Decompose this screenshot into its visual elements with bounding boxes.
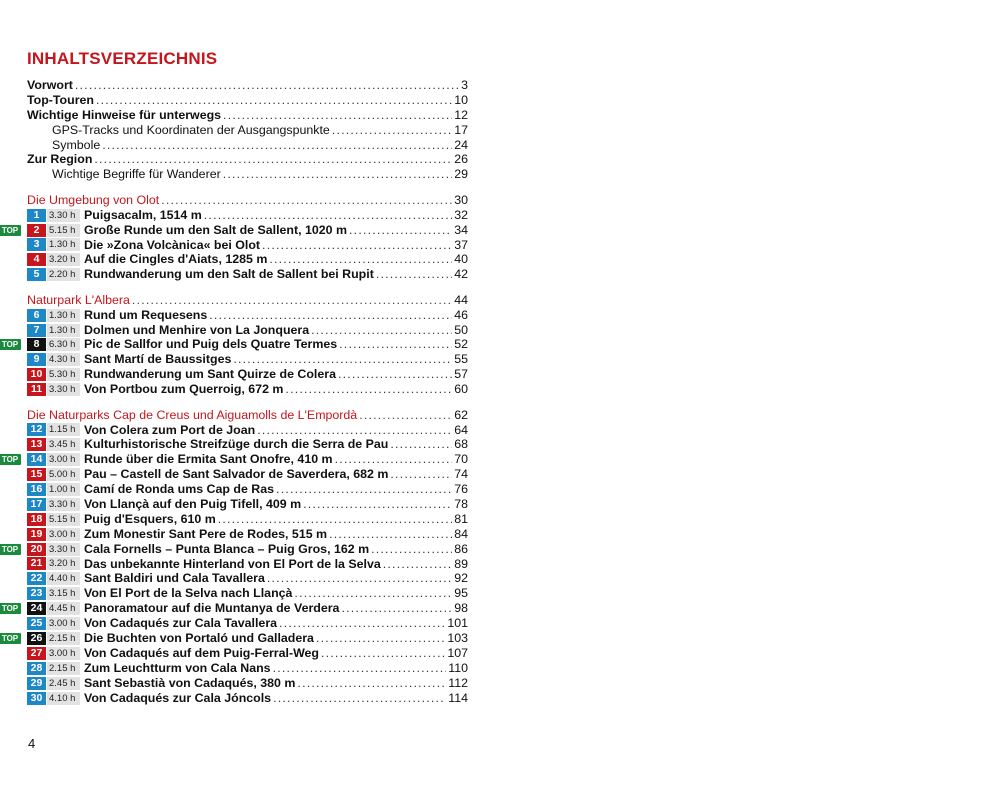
section-page: 44	[454, 292, 468, 307]
tour-page: 95	[454, 586, 468, 601]
toc-entry-page: 12	[454, 107, 468, 122]
tour-entry[interactable]	[1, 541, 468, 557]
tour-entry[interactable]	[27, 267, 468, 282]
tour-duration: 3.30 h	[47, 543, 80, 556]
tour-title: Pic de Sallfor und Puig dels Quatre Termes	[84, 337, 338, 352]
leader-dots	[338, 367, 452, 382]
tour-number: 25	[27, 617, 46, 630]
tour-entry[interactable]	[1, 452, 468, 467]
tour-duration: 2.45 h	[47, 677, 80, 690]
tour-duration: 3.00 h	[47, 617, 80, 630]
page-title: INHALTSVERZEICHNIS	[27, 49, 218, 68]
tour-page: 57	[454, 367, 468, 382]
tour-entry[interactable]	[27, 497, 468, 512]
leader-dots	[311, 323, 452, 338]
leader-dots	[267, 571, 452, 586]
tour-title: Puigsacalm, 1514 m	[84, 207, 202, 222]
tour-title: Von Portbou zum Querroig, 672 m	[84, 382, 284, 397]
tour-page: 37	[454, 237, 468, 252]
tour-title: Pau – Castell de Sant Salvador de Saverdera, 682 m	[84, 467, 389, 482]
tour-number: 15	[27, 468, 46, 481]
tour-number: 5	[27, 268, 46, 281]
tour-entry[interactable]	[27, 616, 468, 631]
tour-duration: 3.00 h	[47, 453, 80, 466]
left-sections	[1, 182, 468, 705]
tour-page: 101	[447, 616, 468, 631]
section-title: Die Umgebung von Olot	[27, 192, 160, 207]
leader-dots	[335, 452, 453, 467]
tour-duration: 3.00 h	[47, 647, 80, 660]
toc-entry-label: Zur Region	[27, 152, 93, 167]
toc-entry-page: 24	[454, 137, 468, 152]
tour-page: 40	[454, 252, 468, 267]
tour-duration: 3.30 h	[47, 498, 80, 511]
tour-title: Von Colera zum Port de Joan	[84, 422, 256, 437]
leader-dots	[161, 193, 452, 208]
tour-page: 55	[454, 352, 468, 367]
tour-page: 84	[454, 526, 468, 541]
tour-duration: 2.15 h	[47, 632, 80, 645]
tour-duration: 3.45 h	[47, 438, 80, 451]
section-title: Naturpark L'Albera	[27, 292, 130, 307]
tour-entry[interactable]	[27, 423, 468, 438]
tour-entry[interactable]	[27, 571, 468, 586]
tour-duration: 5.00 h	[47, 468, 80, 481]
tour-page: 107	[447, 645, 468, 660]
tour-title: Zum Leuchtturm von Cala Nans	[84, 660, 271, 675]
top-badge: TOP	[0, 603, 21, 614]
tour-page: 32	[454, 207, 468, 222]
leader-dots	[132, 293, 452, 308]
leader-dots	[349, 223, 452, 238]
tour-number: 26	[27, 632, 46, 645]
tour-number: 14	[27, 453, 46, 466]
tour-duration: 6.30 h	[47, 338, 80, 351]
tour-duration: 4.40 h	[47, 572, 80, 585]
toc-entry[interactable]	[27, 108, 468, 123]
tour-title: Das unbekannte Hinterland von El Port de la Selva	[84, 556, 381, 571]
right-page	[500, 0, 1000, 800]
leader-dots	[316, 631, 445, 646]
tour-number: 16	[27, 483, 46, 496]
leader-dots	[332, 123, 452, 138]
tour-duration: 5.30 h	[47, 368, 80, 381]
leader-dots	[279, 616, 445, 631]
tour-number: 12	[27, 423, 46, 436]
tour-entry[interactable]	[27, 382, 468, 397]
leader-dots	[276, 482, 452, 497]
leader-dots	[269, 252, 452, 267]
tour-entry[interactable]	[27, 352, 468, 367]
tour-entry[interactable]	[27, 323, 468, 338]
toc-entry-label: Wichtige Begriffe für Wanderer	[52, 167, 221, 182]
section-gap	[27, 282, 468, 293]
tour-duration: 3.20 h	[47, 253, 80, 266]
tour-duration: 1.15 h	[47, 423, 80, 436]
tour-page: 68	[454, 437, 468, 452]
leader-dots	[294, 586, 452, 601]
tour-title: Sant Baldiri und Cala Tavallera	[84, 571, 265, 586]
tour-entry[interactable]	[27, 467, 468, 482]
tour-entry[interactable]	[1, 337, 468, 352]
leader-dots	[204, 208, 452, 223]
tour-entry[interactable]	[27, 646, 468, 661]
top-badge: TOP	[0, 339, 21, 350]
tour-entry[interactable]	[27, 367, 468, 382]
leader-dots	[257, 423, 452, 438]
tour-number: 13	[27, 438, 46, 451]
tour-title: Von Cadaqués zur Cala Jóncols	[84, 690, 272, 705]
tour-entry[interactable]	[27, 482, 468, 497]
tour-number: 22	[27, 572, 46, 585]
tour-page: 46	[454, 307, 468, 322]
tour-page: 50	[454, 322, 468, 337]
tour-number: 3	[27, 238, 46, 251]
tour-title: Rundwanderung um Sant Quirze de Colera	[84, 367, 336, 382]
tour-entry[interactable]	[27, 661, 468, 676]
section-page: 62	[454, 407, 468, 422]
tour-title: Panoramatour auf die Muntanya de Verdera	[84, 601, 340, 616]
toc-entry-page: 29	[454, 167, 468, 182]
toc-entry[interactable]	[27, 78, 468, 93]
section-heading[interactable]	[27, 193, 468, 208]
tour-title: Große Runde um den Salt de Sallent, 1020 m	[84, 222, 348, 237]
tour-page: 34	[454, 222, 468, 237]
tour-number: 19	[27, 528, 46, 541]
tour-entry[interactable]	[27, 208, 468, 223]
tour-duration: 5.15 h	[47, 513, 80, 526]
leader-dots	[297, 676, 446, 691]
tour-number: 11	[27, 383, 46, 396]
tour-title: Puig d'Esquers, 610 m	[84, 511, 216, 526]
toc-entry[interactable]	[27, 138, 468, 153]
leader-dots	[329, 527, 452, 542]
tour-title: Von Llançà auf den Puig Tifell, 409 m	[84, 496, 302, 511]
tour-title: Rund um Requesens	[84, 307, 208, 322]
tour-duration: 4.10 h	[47, 692, 80, 705]
toc-entry[interactable]	[27, 167, 468, 182]
tour-page: 110	[448, 660, 468, 675]
tour-number: 10	[27, 368, 46, 381]
leader-dots	[75, 78, 459, 93]
tour-entry[interactable]	[27, 527, 468, 542]
tour-page: 78	[454, 496, 468, 511]
top-badge: TOP	[0, 544, 21, 555]
tour-page: 98	[454, 601, 468, 616]
tour-entry[interactable]	[27, 586, 468, 601]
tour-number: 29	[27, 677, 46, 690]
tour-page: 89	[454, 556, 468, 571]
tour-title: Runde über die Ermita Sant Onofre, 410 m	[84, 452, 333, 467]
top-badge: TOP	[0, 454, 21, 465]
leader-dots	[390, 437, 452, 452]
tour-title: Von El Port de la Selva nach Llançà	[84, 586, 293, 601]
leader-dots	[233, 352, 452, 367]
tour-duration: 1.30 h	[47, 309, 80, 322]
tour-title: Die Buchten von Portaló und Galladera	[84, 631, 314, 645]
tour-page: 70	[454, 452, 468, 467]
leader-dots	[371, 542, 452, 557]
tour-duration: 2.20 h	[47, 268, 80, 281]
tour-number: 18	[27, 513, 46, 526]
leader-dots	[285, 382, 452, 397]
tour-title: Die »Zona Volcànica« bei Olot	[84, 237, 261, 252]
tour-number: 24	[27, 602, 46, 615]
toc-entry-page: 10	[454, 92, 468, 107]
tour-title: Zum Monestir Sant Pere de Rodes, 515 m	[84, 526, 328, 541]
tour-title: Camí de Ronda ums Cap de Ras	[84, 482, 275, 497]
tour-page: 60	[454, 382, 468, 397]
tour-entry[interactable]	[1, 631, 468, 646]
tour-duration: 5.15 h	[47, 224, 80, 237]
tour-page: 86	[454, 541, 468, 556]
tour-entry[interactable]	[27, 512, 468, 527]
front-matter-list	[27, 78, 468, 182]
tour-title: Sant Martí de Baussitges	[84, 352, 232, 367]
toc-entry-page: 26	[454, 152, 468, 167]
leader-dots	[383, 557, 452, 572]
tour-duration: 4.45 h	[47, 602, 80, 615]
leader-dots	[209, 308, 452, 323]
tour-title: Rundwanderung um den Salt de Sallent bei Rupit	[84, 267, 374, 282]
leader-dots	[321, 646, 445, 661]
tour-number: 9	[27, 353, 46, 366]
tour-duration: 3.20 h	[47, 557, 80, 570]
leader-dots	[262, 238, 452, 253]
toc-entry-label: Top-Touren	[27, 92, 94, 107]
tour-title: Sant Sebastià von Cadaqués, 380 m	[84, 675, 296, 690]
tour-number: 7	[27, 324, 46, 337]
toc-entry-page: 3	[461, 77, 468, 92]
tour-duration: 3.30 h	[47, 383, 80, 396]
tour-entry[interactable]	[27, 676, 468, 691]
tour-number: 30	[27, 692, 46, 705]
leader-dots	[359, 408, 452, 423]
tour-title: Von Cadaqués auf dem Puig-Ferral-Weg	[84, 645, 319, 660]
leader-dots	[96, 93, 452, 108]
tour-number: 17	[27, 498, 46, 511]
section-gap	[27, 182, 468, 193]
leader-dots	[94, 152, 452, 167]
toc-entry[interactable]	[27, 123, 468, 138]
leader-dots	[390, 467, 452, 482]
tour-title: Cala Fornells – Punta Blanca – Puig Gros, 162 m	[84, 541, 370, 556]
toc-entry-label: GPS-Tracks und Koordinaten der Ausgangspunkte	[52, 122, 330, 137]
leader-dots	[223, 108, 452, 123]
toc-entry-label: Wichtige Hinweise für unterwegs	[27, 107, 222, 122]
tour-page: 92	[454, 571, 468, 586]
tour-page: 114	[448, 690, 468, 705]
section-heading[interactable]	[27, 293, 468, 308]
tour-duration: 3.15 h	[47, 587, 80, 600]
leader-dots	[376, 267, 452, 282]
tour-title: Kulturhistorische Streifzüge durch die Serra de Pau	[84, 437, 389, 452]
tour-entry[interactable]	[27, 691, 468, 706]
tour-entry[interactable]	[27, 252, 468, 267]
tour-entry[interactable]	[27, 238, 468, 253]
tour-page: 81	[454, 511, 468, 526]
tour-entry[interactable]	[27, 557, 468, 572]
leader-dots	[223, 167, 452, 182]
page-number-left: 4	[28, 736, 36, 751]
tour-number: 8	[27, 338, 46, 351]
leader-dots	[102, 138, 452, 153]
toc-entry-label: Vorwort	[27, 77, 73, 92]
leader-dots	[273, 661, 447, 676]
tour-duration: 3.00 h	[47, 528, 80, 541]
tour-number: 21	[27, 557, 46, 570]
toc-entry[interactable]	[27, 152, 468, 167]
left-column	[1, 46, 468, 705]
tour-number: 6	[27, 309, 46, 322]
section-gap	[27, 397, 468, 408]
tour-duration: 1.30 h	[47, 324, 80, 337]
tour-page: 42	[454, 267, 468, 282]
toc-entry-page: 17	[454, 122, 468, 137]
tour-entry[interactable]	[1, 222, 468, 238]
toc-entry-label: Symbole	[52, 137, 101, 152]
leader-dots	[273, 691, 446, 706]
tour-number: 1	[27, 209, 46, 222]
tour-number: 2	[27, 224, 46, 237]
tour-number: 20	[27, 543, 46, 556]
tour-duration: 3.30 h	[47, 209, 80, 222]
leader-dots	[303, 497, 452, 512]
tour-page: 112	[448, 675, 468, 690]
toc-entry[interactable]	[27, 93, 468, 108]
tour-duration: 2.15 h	[47, 662, 80, 675]
tour-number: 4	[27, 253, 46, 266]
tour-number: 23	[27, 587, 46, 600]
tour-page: 74	[454, 467, 468, 482]
tour-page: 103	[447, 631, 468, 645]
tour-duration: 1.30 h	[47, 238, 80, 251]
tour-entry[interactable]	[27, 437, 468, 452]
tour-title: Dolmen und Menhire von La Jonquera	[84, 322, 310, 337]
leader-dots	[341, 601, 452, 616]
section-title: Die Naturparks Cap de Creus und Aiguamolls de L'Empordà	[27, 407, 358, 422]
tour-number: 27	[27, 647, 46, 660]
leader-dots	[339, 337, 452, 352]
tour-number: 28	[27, 662, 46, 675]
tour-page: 52	[454, 337, 468, 352]
tour-title: Auf die Cingles d'Aiats, 1285 m	[84, 252, 268, 267]
tour-duration: 4.30 h	[47, 353, 80, 366]
tour-entry[interactable]	[1, 601, 468, 616]
tour-page: 76	[454, 482, 468, 497]
top-badge: TOP	[0, 633, 21, 644]
leader-dots	[218, 512, 452, 527]
tour-page: 64	[454, 422, 468, 437]
top-badge: TOP	[0, 225, 21, 236]
tour-title: Von Cadaqués zur Cala Tavallera	[84, 616, 278, 631]
section-heading[interactable]	[27, 408, 468, 423]
tour-entry[interactable]	[27, 308, 468, 323]
tour-duration: 1.00 h	[47, 483, 80, 496]
section-page: 30	[454, 192, 468, 207]
